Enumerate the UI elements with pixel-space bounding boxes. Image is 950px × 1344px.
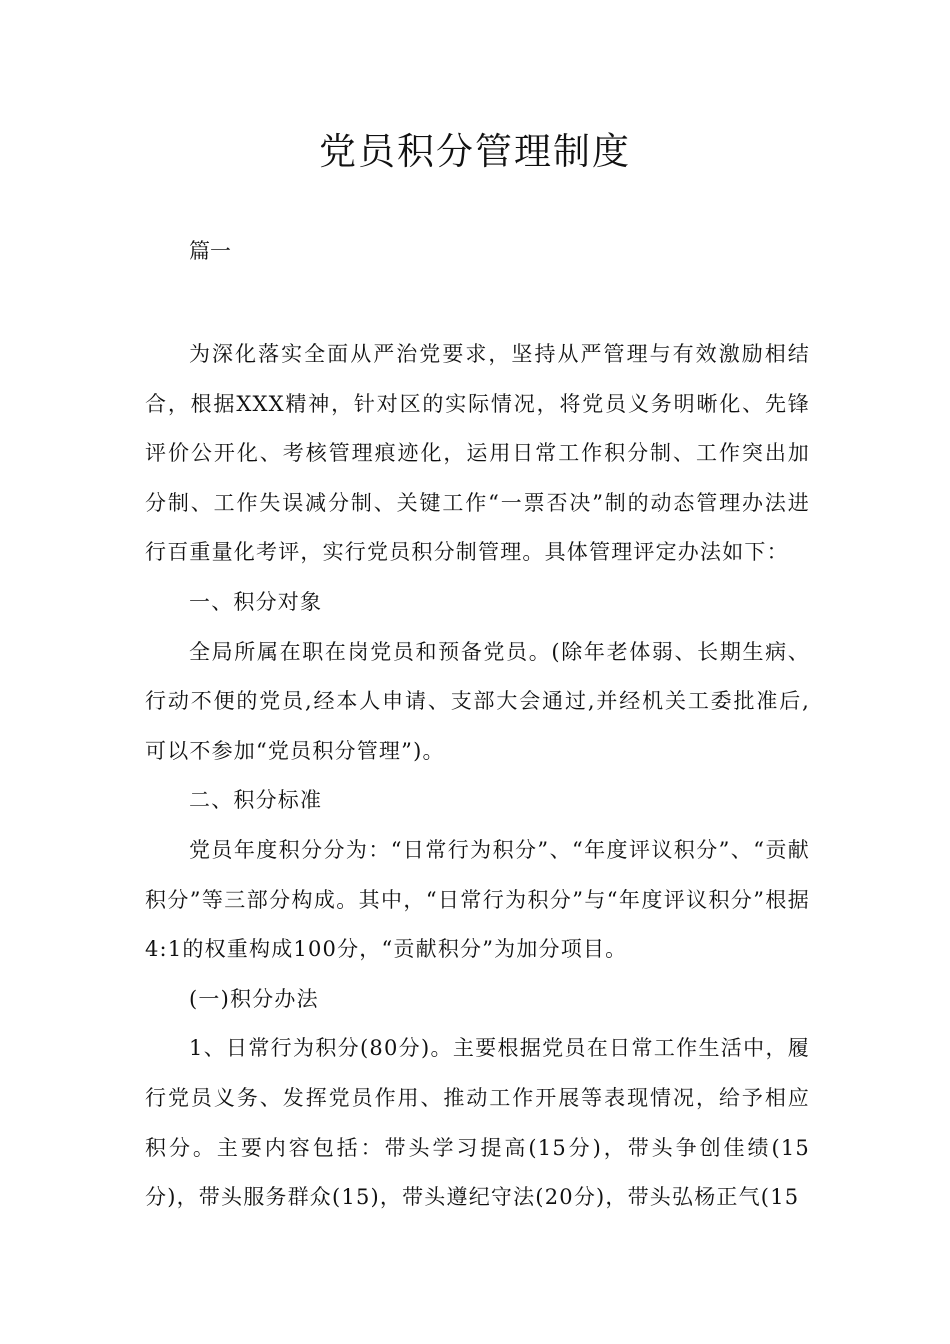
paragraph-scope: 全局所属在职在岗党员和预备党员。(除年老体弱、长期生病、行动不便的党员,经本人申请、支部大会通过,并经机关工委批准后,可以不参加“党员积分管理”)。 xyxy=(145,639,810,763)
heading-standards: 二、积分标准 xyxy=(189,788,323,813)
section-label: 篇一 xyxy=(189,239,231,263)
document-body xyxy=(145,330,810,1223)
heading-method: (一)积分办法 xyxy=(189,986,319,1011)
heading-scope: 一、积分对象 xyxy=(189,589,323,614)
document-title: 党员积分管理制度 xyxy=(319,130,631,173)
paragraph-standards: 党员年度积分分为：“日常行为积分”、“年度评议积分”、“贡献积分”等三部分构成。其中，“日常行为积分”与“年度评议积分”根据4:1的权重构成100分，“贡献积分”为加分项目。 xyxy=(145,837,810,962)
paragraph-intro: 为深化落实全面从严治党要求，坚持从严管理与有效激励相结合，根据XXX精神，针对区的实际情况，将党员义务明晰化、先锋评价公开化、考核管理痕迹化，运用日常工作积分制、工作突出加分制、工作失误减分制、关键工作“一票否决”制的动态管理办法进行百重量化考评，实行党员积分制管理。具体管理评定办法如下： xyxy=(145,342,810,565)
paragraph-daily-points: 1、日常行为积分(80分)。主要根据党员在日常工作生活中，履行党员义务、发挥党员作用、推动工作开展等表现情况，给予相应积分。主要内容包括：带头学习提高(15分)，带头争创佳绩(15分)，带头服务群众(15)，带头遵纪守法(20分)，带头弘杨正气(15 xyxy=(145,1036,810,1210)
